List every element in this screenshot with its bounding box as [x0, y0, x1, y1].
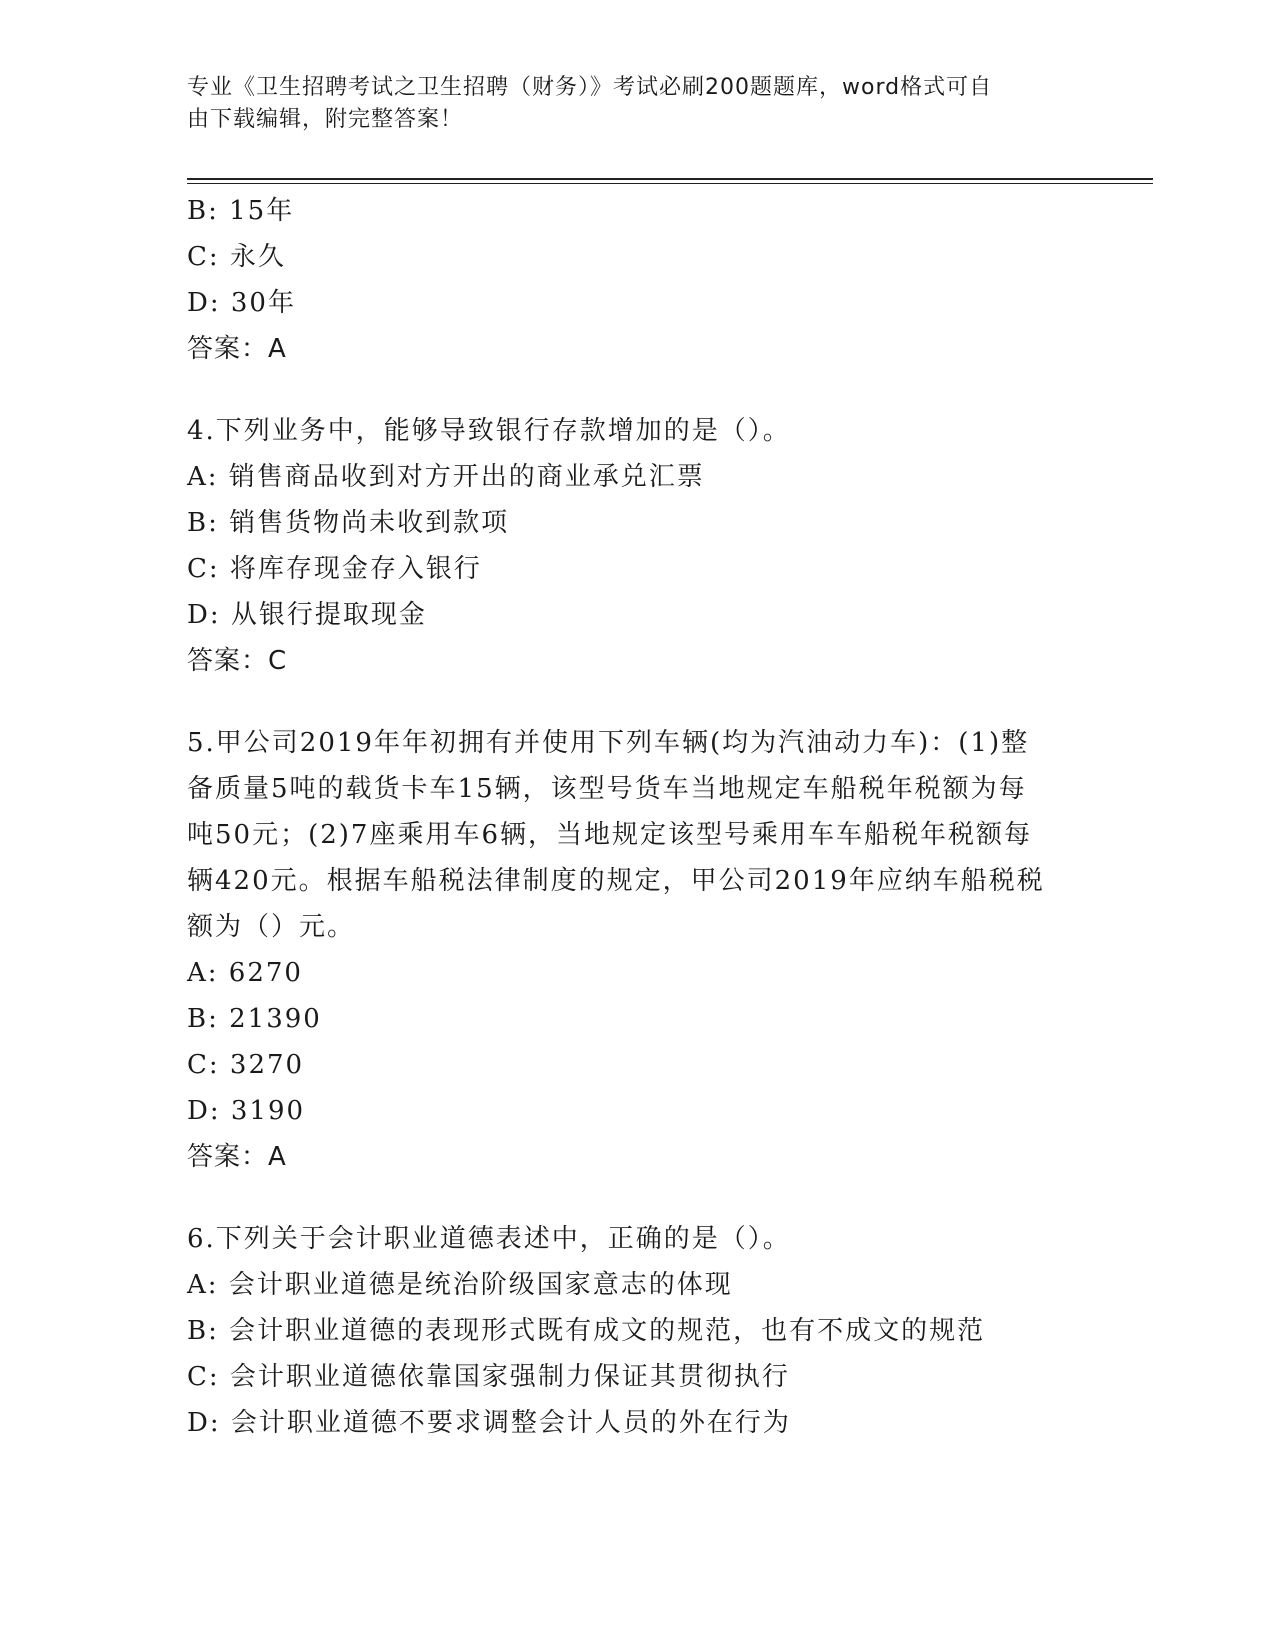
question-stem: 6.下列关于会计职业道德表述中，正确的是（）。	[187, 1224, 791, 1254]
option-d: D: 30年	[187, 288, 296, 318]
option-b: B: 21390	[187, 1004, 322, 1034]
answer: 答案：C	[187, 646, 288, 676]
option-a: A: 销售商品收到对方开出的商业承兑汇票	[187, 462, 705, 492]
question-5	[187, 720, 1087, 1180]
question-3-tail	[187, 188, 1087, 372]
document-body	[187, 188, 1087, 1446]
option-a: A: 6270	[187, 958, 303, 988]
question-stem-line-5: 额为（）元。	[187, 912, 356, 942]
question-stem-line-2: 备质量5吨的载货卡车15辆，该型号货车当地规定车船税年税额为每	[187, 774, 1027, 804]
question-stem-line-1: 5.甲公司2019年年初拥有并使用下列车辆(均为汽油动力车)：(1)整	[187, 728, 1030, 758]
option-d: D: 3190	[187, 1096, 306, 1126]
answer: 答案：A	[187, 334, 287, 364]
option-b: B: 销售货物尚未收到款项	[187, 508, 510, 538]
option-b: B: 15年	[187, 196, 295, 226]
question-stem: 4.下列业务中，能够导致银行存款增加的是（）。	[187, 416, 791, 446]
option-a: A: 会计职业道德是统治阶级国家意志的体现	[187, 1270, 733, 1300]
option-d: D: 会计职业道德不要求调整会计人员的外在行为	[187, 1408, 791, 1438]
header-rule-thin	[187, 183, 1153, 184]
question-4	[187, 408, 1087, 684]
answer: 答案：A	[187, 1142, 287, 1172]
option-c: C: 会计职业道德依靠国家强制力保证其贯彻执行	[187, 1362, 790, 1392]
document-header	[187, 72, 1067, 136]
option-d: D: 从银行提取现金	[187, 600, 427, 630]
header-line-2: 由下载编辑，附完整答案！	[187, 107, 464, 132]
header-rule-thick	[187, 178, 1153, 180]
option-c: C: 将库存现金存入银行	[187, 554, 482, 584]
option-c: C: 永久	[187, 242, 286, 272]
header-line-1: 专业《卫生招聘考试之卫生招聘（财务）》考试必刷200题题库，word格式可自	[187, 75, 993, 100]
option-c: C: 3270	[187, 1050, 305, 1080]
question-6	[187, 1216, 1087, 1446]
question-stem-line-4: 辆420元。根据车船税法律制度的规定，甲公司2019年应纳车船税税	[187, 866, 1045, 896]
option-b: B: 会计职业道德的表现形式既有成文的规范，也有不成文的规范	[187, 1316, 986, 1346]
question-stem-line-3: 吨50元；(2)7座乘用车6辆，当地规定该型号乘用车车船税年税额每	[187, 820, 1032, 850]
